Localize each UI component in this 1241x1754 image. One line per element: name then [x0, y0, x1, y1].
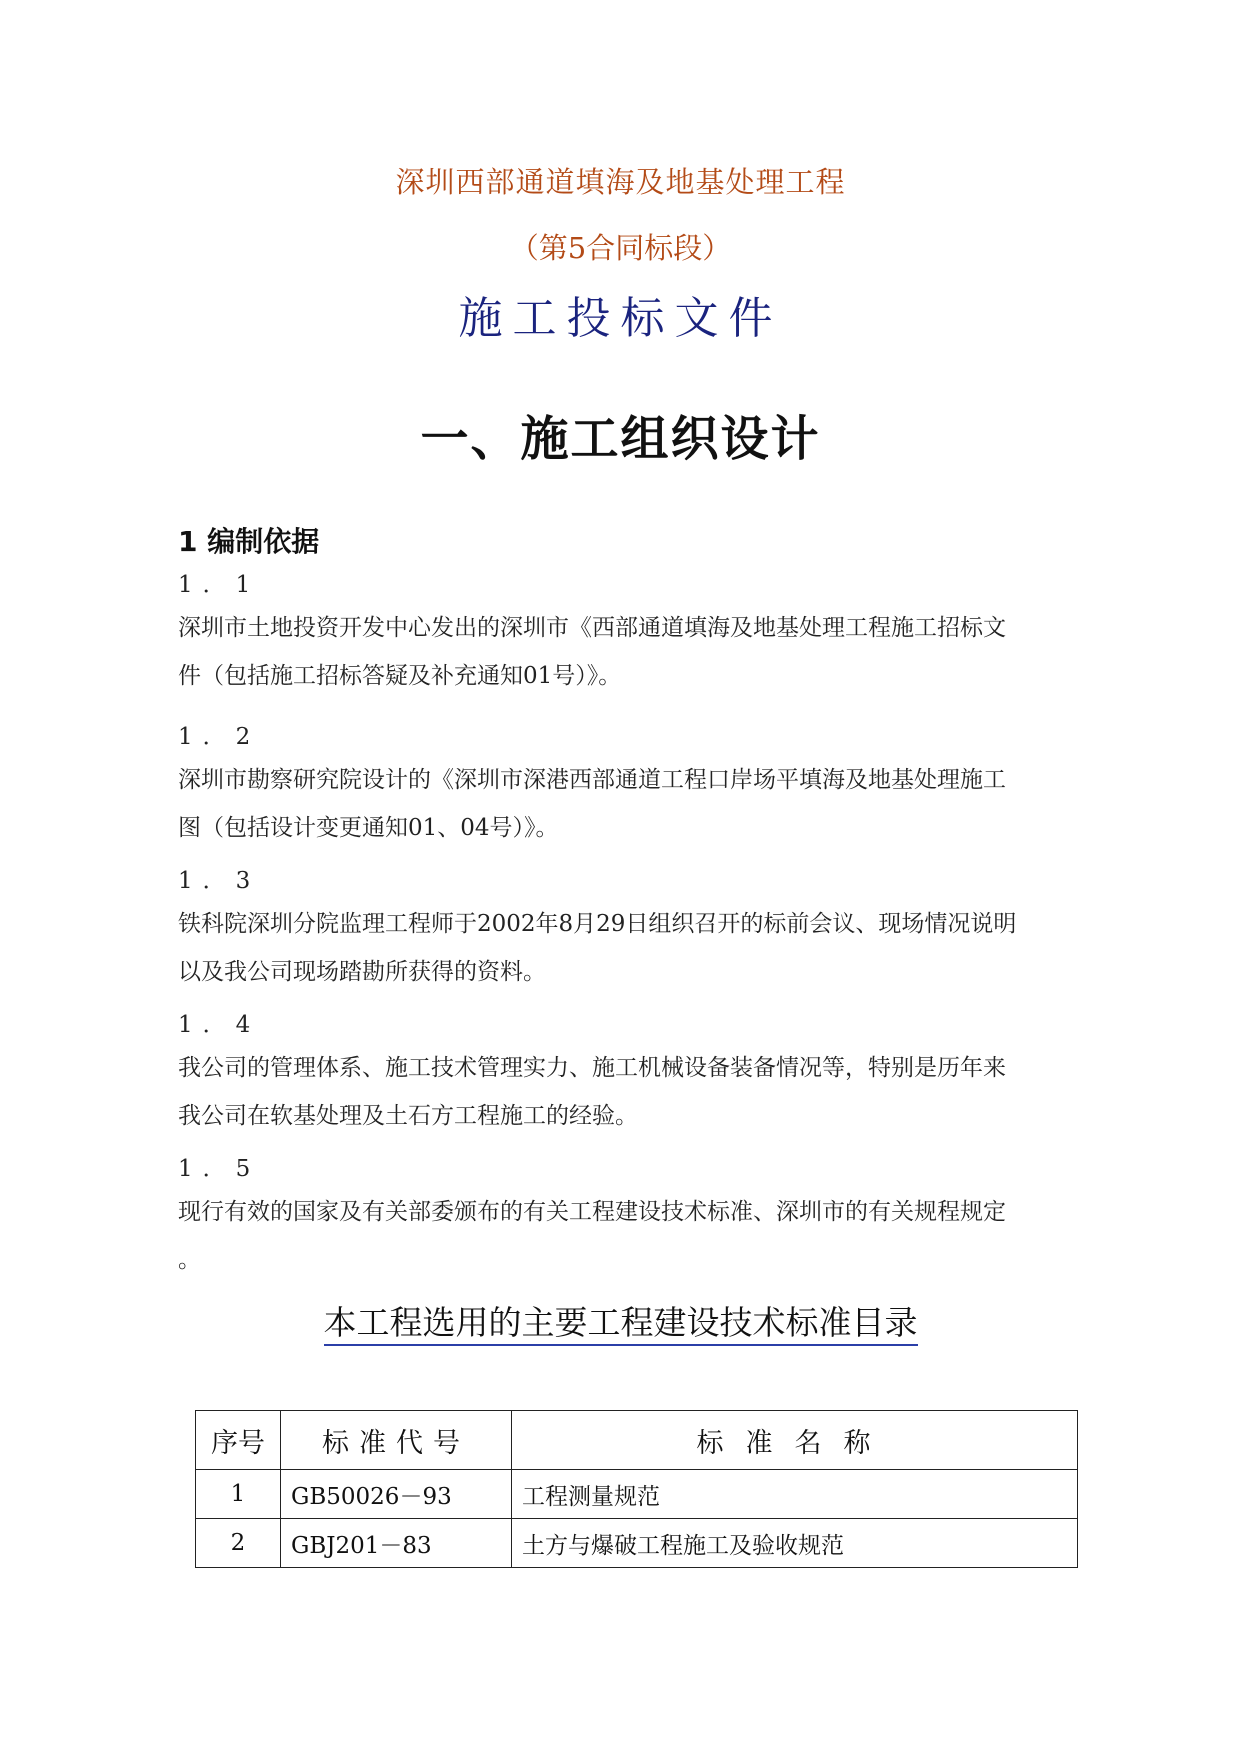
item-text: [178, 1044, 1078, 1140]
header-name: 标准名称: [512, 1411, 1078, 1470]
item-text: [178, 1188, 1078, 1284]
item-number: 1．3: [178, 868, 261, 894]
item-line: 铁科院深圳分院监理工程师于2002年8月29日组织召开的标前会议、现场情况说明: [178, 911, 1017, 937]
cell-no: 2: [196, 1519, 281, 1568]
table-title-text: 本工程选用的主要工程建设技术标准目录: [324, 1303, 918, 1346]
table-title: [0, 1297, 1241, 1344]
cell-no: 1: [196, 1470, 281, 1519]
item-line: 件（包括施工招标答疑及补充通知01号）》。: [178, 663, 622, 689]
item-number: 1．5: [178, 1156, 261, 1182]
item-line: 图（包括设计变更通知01、04号）》。: [178, 815, 559, 841]
item-number: 1．1: [178, 572, 261, 598]
header-no: 序号: [196, 1411, 281, 1470]
contract-section: （第5合同标段）: [509, 231, 732, 265]
item-number: 1．4: [178, 1012, 261, 1038]
chapter-title: 一、施工组织设计: [420, 411, 821, 467]
cell-code: GB50026－93: [281, 1470, 512, 1519]
item-number: 1．2: [178, 724, 261, 750]
document-type-title: 施工投标文件: [458, 293, 783, 344]
table-header-row: [196, 1411, 1078, 1470]
cell-name: 工程测量规范: [512, 1470, 1078, 1519]
item-line: 深圳市土地投资开发中心发出的深圳市《西部通道填海及地基处理工程施工招标文: [178, 615, 1006, 641]
item-line: 现行有效的国家及有关部委颁布的有关工程建设技术标准、深圳市的有关规程规定: [178, 1199, 1006, 1225]
cell-code: GBJ201－83: [281, 1519, 512, 1568]
section-heading: 1 编制依据: [178, 525, 320, 558]
table-row: [196, 1519, 1078, 1568]
item-text: [178, 604, 1078, 700]
header-code: 标准代号: [281, 1411, 512, 1470]
project-title: 深圳西部通道填海及地基处理工程: [395, 165, 846, 199]
item-line: 以及我公司现场踏勘所获得的资料。: [178, 959, 546, 985]
item-text: [178, 756, 1078, 852]
item-line: 我公司在软基处理及土石方工程施工的经验。: [178, 1103, 638, 1129]
item-line: 我公司的管理体系、施工技术管理实力、施工机械设备装备情况等，特别是历年来: [178, 1055, 1006, 1081]
item-text: [178, 900, 1078, 996]
table-row: [196, 1470, 1078, 1519]
cell-name: 土方与爆破工程施工及验收规范: [512, 1519, 1078, 1568]
standards-table: [195, 1410, 1078, 1568]
item-line: 深圳市勘察研究院设计的《深圳市深港西部通道工程口岸场平填海及地基处理施工: [178, 767, 1006, 793]
item-line: 。: [178, 1247, 201, 1273]
